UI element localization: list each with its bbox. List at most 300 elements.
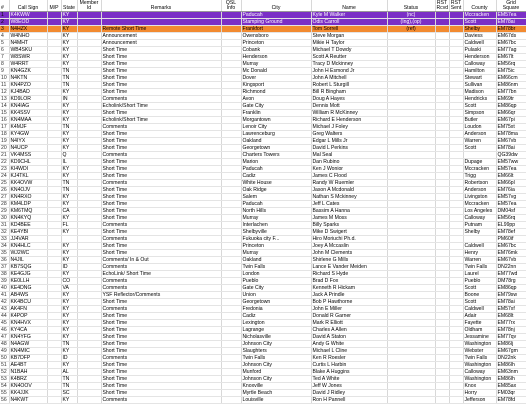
row-index[interactable]: 6 bbox=[0, 47, 9, 54]
mp-cell[interactable] bbox=[47, 334, 61, 341]
call-sign-cell[interactable]: JJ4VAR bbox=[9, 236, 47, 243]
rst-sent-cell[interactable] bbox=[449, 159, 463, 166]
name-cell[interactable]: Charles A Allen bbox=[311, 327, 387, 334]
call-sign-cell[interactable]: WB4SKU bbox=[9, 47, 47, 54]
call-sign-cell[interactable]: W4NHO bbox=[9, 33, 47, 40]
rst-sent-cell[interactable] bbox=[449, 173, 463, 180]
city-cell[interactable]: Gate City bbox=[241, 285, 311, 292]
row-index[interactable]: 46 bbox=[0, 327, 9, 334]
grid-cell[interactable]: EM78fd bbox=[496, 397, 526, 404]
status-cell[interactable] bbox=[387, 82, 435, 89]
city-cell[interactable]: Johnson City bbox=[241, 362, 311, 369]
grid-cell[interactable]: EM57ea bbox=[496, 12, 526, 19]
member-id-cell[interactable] bbox=[77, 299, 101, 306]
rst-sent-cell[interactable] bbox=[449, 54, 463, 61]
qsl-cell[interactable] bbox=[221, 82, 241, 89]
rst-sent-cell[interactable] bbox=[449, 264, 463, 271]
rst-rcvd-cell[interactable] bbox=[435, 362, 449, 369]
rst-rcvd-cell[interactable] bbox=[435, 292, 449, 299]
remarks-cell[interactable]: Short Time bbox=[101, 159, 221, 166]
name-cell[interactable]: Mike D Swigert bbox=[311, 229, 387, 236]
member-id-cell[interactable] bbox=[77, 243, 101, 250]
grid-cell[interactable]: DN22nn bbox=[496, 264, 526, 271]
county-cell[interactable]: Putnam bbox=[463, 222, 496, 229]
rst-sent-cell[interactable] bbox=[449, 124, 463, 131]
name-cell[interactable]: Mark R Elliott bbox=[311, 320, 387, 327]
col-header-call-sign[interactable]: Call Sign bbox=[9, 0, 47, 12]
state-cell[interactable]: KY bbox=[61, 243, 77, 250]
mp-cell[interactable] bbox=[47, 61, 61, 68]
state-cell[interactable]: CA bbox=[61, 208, 77, 215]
city-cell[interactable]: Shelbyville bbox=[241, 229, 311, 236]
grid-cell[interactable]: EM78ef bbox=[496, 229, 526, 236]
rst-rcvd-cell[interactable] bbox=[435, 47, 449, 54]
col-header-member-id[interactable]: Member Id bbox=[77, 0, 101, 12]
state-cell[interactable]: KY bbox=[61, 110, 77, 117]
status-cell[interactable] bbox=[387, 222, 435, 229]
table-row[interactable] bbox=[0, 124, 526, 131]
grid-cell[interactable]: DM04sf bbox=[496, 208, 526, 215]
city-cell[interactable]: Myrtle Beach bbox=[241, 390, 311, 397]
mp-cell[interactable] bbox=[47, 152, 61, 159]
rst-rcvd-cell[interactable] bbox=[435, 187, 449, 194]
grid-cell[interactable]: EM78ai bbox=[496, 299, 526, 306]
row-index[interactable]: 41 bbox=[0, 292, 9, 299]
rst-rcvd-cell[interactable] bbox=[435, 285, 449, 292]
qsl-cell[interactable] bbox=[221, 159, 241, 166]
call-sign-cell[interactable]: N4JIL bbox=[9, 257, 47, 264]
member-id-cell[interactable] bbox=[77, 250, 101, 257]
table-row[interactable] bbox=[0, 299, 526, 306]
row-index[interactable]: 25 bbox=[0, 180, 9, 187]
state-cell[interactable]: KY bbox=[61, 117, 77, 124]
rst-rcvd-cell[interactable] bbox=[435, 222, 449, 229]
table-row[interactable] bbox=[0, 313, 526, 320]
table-row[interactable] bbox=[0, 236, 526, 243]
table-row[interactable] bbox=[0, 159, 526, 166]
rst-sent-cell[interactable] bbox=[449, 369, 463, 376]
grid-cell[interactable]: FM03qr bbox=[496, 390, 526, 397]
member-id-cell[interactable] bbox=[77, 117, 101, 124]
qsl-cell[interactable] bbox=[221, 89, 241, 96]
name-cell[interactable]: William R McKinney bbox=[311, 110, 387, 117]
rst-sent-cell[interactable] bbox=[449, 222, 463, 229]
table-row[interactable] bbox=[0, 215, 526, 222]
status-cell[interactable] bbox=[387, 243, 435, 250]
mp-cell[interactable] bbox=[47, 68, 61, 75]
qsl-cell[interactable] bbox=[221, 390, 241, 397]
name-cell[interactable]: Ken J Wonior bbox=[311, 166, 387, 173]
county-cell[interactable]: Jefferson bbox=[463, 397, 496, 404]
county-cell[interactable]: Scott bbox=[463, 299, 496, 306]
row-index[interactable]: 7 bbox=[0, 54, 9, 61]
rst-rcvd-cell[interactable] bbox=[435, 82, 449, 89]
member-id-cell[interactable] bbox=[77, 334, 101, 341]
grid-cell[interactable]: EM86lj bbox=[496, 341, 526, 348]
row-index[interactable]: 23 bbox=[0, 166, 9, 173]
col-header-rst-sent[interactable]: RST Sent bbox=[450, 0, 462, 11]
row-index[interactable]: 35 bbox=[0, 250, 9, 257]
remarks-cell[interactable]: Echolink/Short Time bbox=[101, 117, 221, 124]
table-row[interactable] bbox=[0, 194, 526, 201]
row-index[interactable]: 34 bbox=[0, 243, 9, 250]
name-cell[interactable]: Scott A Reutter bbox=[311, 54, 387, 61]
county-cell[interactable]: Simpson bbox=[463, 110, 496, 117]
mp-cell[interactable] bbox=[47, 271, 61, 278]
name-cell[interactable]: John E Miller bbox=[311, 306, 387, 313]
status-cell[interactable] bbox=[387, 327, 435, 334]
member-id-cell[interactable] bbox=[77, 124, 101, 131]
county-cell[interactable]: Los Angeles bbox=[463, 208, 496, 215]
status-cell[interactable]: (nc) bbox=[387, 12, 435, 19]
status-cell[interactable] bbox=[387, 306, 435, 313]
table-row[interactable] bbox=[0, 110, 526, 117]
mp-cell[interactable] bbox=[47, 138, 61, 145]
name-cell[interactable]: John A Mitchell bbox=[311, 75, 387, 82]
qsl-cell[interactable] bbox=[221, 68, 241, 75]
name-cell[interactable]: Michael L Cline bbox=[311, 348, 387, 355]
rst-sent-cell[interactable] bbox=[449, 138, 463, 145]
city-cell[interactable]: Princeton bbox=[241, 243, 311, 250]
rst-rcvd-cell[interactable] bbox=[435, 33, 449, 40]
remarks-cell[interactable]: Comments bbox=[101, 355, 221, 362]
name-cell[interactable]: Randy W Ruemler bbox=[311, 180, 387, 187]
member-id-cell[interactable] bbox=[77, 313, 101, 320]
county-cell[interactable]: Twin Falls bbox=[463, 355, 496, 362]
state-cell[interactable]: TN bbox=[61, 82, 77, 89]
county-cell[interactable]: Scott bbox=[463, 145, 496, 152]
qsl-cell[interactable] bbox=[221, 285, 241, 292]
name-cell[interactable]: John M Clements bbox=[311, 250, 387, 257]
city-cell[interactable]: Oak Ridge bbox=[241, 187, 311, 194]
city-cell[interactable]: Princeton bbox=[241, 40, 311, 47]
county-cell[interactable]: Mccracken bbox=[463, 12, 496, 19]
status-cell[interactable] bbox=[387, 264, 435, 271]
grid-cell[interactable]: EM67ds bbox=[496, 33, 526, 40]
mp-cell[interactable] bbox=[47, 278, 61, 285]
member-id-cell[interactable] bbox=[77, 12, 101, 19]
call-sign-cell[interactable]: KD9LOR bbox=[9, 96, 47, 103]
call-sign-cell[interactable]: N4UCP bbox=[9, 145, 47, 152]
table-row[interactable] bbox=[0, 222, 526, 229]
row-index[interactable]: 8 bbox=[0, 61, 9, 68]
county-cell[interactable]: Washington bbox=[463, 362, 496, 369]
city-cell[interactable]: Twin Falls bbox=[241, 264, 311, 271]
status-cell[interactable] bbox=[387, 271, 435, 278]
call-sign-cell[interactable]: W8SWR bbox=[9, 54, 47, 61]
col-header-city[interactable]: City bbox=[241, 0, 311, 12]
name-cell[interactable]: James M Moss bbox=[311, 215, 387, 222]
call-sign-cell[interactable]: KJ4BAD bbox=[9, 89, 47, 96]
county-cell[interactable]: Adair bbox=[463, 313, 496, 320]
rst-rcvd-cell[interactable] bbox=[435, 208, 449, 215]
state-cell[interactable]: KY bbox=[61, 292, 77, 299]
name-cell[interactable]: Bob P Hawthorne bbox=[311, 299, 387, 306]
rst-rcvd-cell[interactable] bbox=[435, 159, 449, 166]
grid-cell[interactable]: EM78nj bbox=[496, 327, 526, 334]
call-sign-cell[interactable]: K4MJF bbox=[9, 124, 47, 131]
grid-cell[interactable]: EM86lh bbox=[496, 376, 526, 383]
city-cell[interactable]: Paducah bbox=[241, 166, 311, 173]
rst-rcvd-cell[interactable] bbox=[435, 194, 449, 201]
rst-rcvd-cell[interactable] bbox=[435, 299, 449, 306]
county-cell[interactable]: Washington bbox=[463, 341, 496, 348]
qsl-cell[interactable] bbox=[221, 96, 241, 103]
grid-cell[interactable]: EM78br bbox=[496, 26, 526, 33]
table-row[interactable] bbox=[0, 180, 526, 187]
remarks-cell[interactable]: Comments bbox=[101, 222, 221, 229]
call-sign-cell[interactable]: N4IYX bbox=[9, 138, 47, 145]
grid-cell[interactable]: EL99pp bbox=[496, 222, 526, 229]
status-cell[interactable] bbox=[387, 355, 435, 362]
call-sign-cell[interactable]: AK4FN bbox=[9, 306, 47, 313]
col-header-mp[interactable]: M/P bbox=[47, 0, 61, 12]
name-cell[interactable]: Jeff W Jones bbox=[311, 383, 387, 390]
member-id-cell[interactable] bbox=[77, 26, 101, 33]
state-cell[interactable]: CO bbox=[61, 278, 77, 285]
call-sign-cell[interactable]: KN4GZK bbox=[9, 68, 47, 75]
rst-rcvd-cell[interactable] bbox=[435, 243, 449, 250]
city-cell[interactable]: Frankfort bbox=[241, 26, 311, 33]
city-cell[interactable]: North Hills bbox=[241, 208, 311, 215]
name-cell[interactable]: Andy G White bbox=[311, 341, 387, 348]
mp-cell[interactable] bbox=[47, 376, 61, 383]
name-cell[interactable]: David A Staton bbox=[311, 334, 387, 341]
table-row[interactable] bbox=[0, 61, 526, 68]
qsl-cell[interactable] bbox=[221, 61, 241, 68]
member-id-cell[interactable] bbox=[77, 89, 101, 96]
row-index[interactable]: 24 bbox=[0, 173, 9, 180]
county-cell[interactable]: Calloway bbox=[463, 215, 496, 222]
county-cell[interactable]: Anderson bbox=[463, 187, 496, 194]
grid-cell[interactable]: EM66cm bbox=[496, 75, 526, 82]
status-cell[interactable] bbox=[387, 229, 435, 236]
call-sign-cell[interactable]: KN4OJV bbox=[9, 187, 47, 194]
remarks-cell[interactable]: Short Time bbox=[101, 145, 221, 152]
state-cell[interactable]: KY bbox=[61, 313, 77, 320]
table-row[interactable] bbox=[0, 292, 526, 299]
rst-sent-cell[interactable] bbox=[449, 243, 463, 250]
row-index[interactable]: 15 bbox=[0, 110, 9, 117]
rst-sent-cell[interactable] bbox=[449, 152, 463, 159]
table-row[interactable] bbox=[0, 173, 526, 180]
rst-rcvd-cell[interactable] bbox=[435, 397, 449, 404]
rst-sent-cell[interactable] bbox=[449, 201, 463, 208]
col-header-status[interactable]: Status bbox=[387, 0, 435, 12]
col-header-remarks[interactable]: Remarks bbox=[101, 0, 221, 12]
rst-rcvd-cell[interactable] bbox=[435, 383, 449, 390]
name-cell[interactable]: Kenneth R Hickam bbox=[311, 285, 387, 292]
state-cell[interactable]: KY bbox=[61, 320, 77, 327]
status-cell[interactable] bbox=[387, 159, 435, 166]
mp-cell[interactable] bbox=[47, 159, 61, 166]
city-cell[interactable]: Murray bbox=[241, 61, 311, 68]
name-cell[interactable]: Brad D Fox bbox=[311, 278, 387, 285]
member-id-cell[interactable] bbox=[77, 173, 101, 180]
state-cell[interactable]: IN bbox=[61, 96, 77, 103]
qsl-cell[interactable] bbox=[221, 194, 241, 201]
state-cell[interactable]: AL bbox=[61, 369, 77, 376]
status-cell[interactable] bbox=[387, 257, 435, 264]
state-cell[interactable] bbox=[61, 236, 77, 243]
grid-cell[interactable]: EM79sw bbox=[496, 292, 526, 299]
rst-rcvd-cell[interactable] bbox=[435, 145, 449, 152]
qsl-cell[interactable] bbox=[221, 54, 241, 61]
call-sign-cell[interactable]: KD4BEE bbox=[9, 222, 47, 229]
member-id-cell[interactable] bbox=[77, 257, 101, 264]
status-cell[interactable] bbox=[387, 138, 435, 145]
mp-cell[interactable] bbox=[47, 369, 61, 376]
county-cell[interactable]: Mccracken bbox=[463, 166, 496, 173]
mp-cell[interactable] bbox=[47, 257, 61, 264]
city-cell[interactable]: Gate City bbox=[241, 103, 311, 110]
state-cell[interactable]: KY bbox=[61, 201, 77, 208]
status-cell[interactable] bbox=[387, 292, 435, 299]
state-cell[interactable]: ID bbox=[61, 264, 77, 271]
mp-cell[interactable] bbox=[47, 355, 61, 362]
member-id-cell[interactable] bbox=[77, 369, 101, 376]
state-cell[interactable]: TN bbox=[61, 75, 77, 82]
state-cell[interactable]: TN bbox=[61, 383, 77, 390]
county-cell[interactable]: Washington bbox=[463, 376, 496, 383]
row-index[interactable]: 26 bbox=[0, 187, 9, 194]
mp-cell[interactable] bbox=[47, 222, 61, 229]
state-cell[interactable]: TN bbox=[61, 68, 77, 75]
remarks-cell[interactable]: Short Time bbox=[101, 201, 221, 208]
city-cell[interactable]: Stamping Ground bbox=[241, 19, 311, 26]
status-cell[interactable] bbox=[387, 96, 435, 103]
remarks-cell[interactable]: Comments bbox=[101, 285, 221, 292]
qsl-cell[interactable] bbox=[221, 306, 241, 313]
remarks-cell[interactable]: Short Time bbox=[101, 229, 221, 236]
city-cell[interactable]: Twin Falls bbox=[241, 355, 311, 362]
remarks-cell[interactable]: Short Time bbox=[101, 250, 221, 257]
name-cell[interactable]: Blake A Huggins bbox=[311, 369, 387, 376]
grid-cell[interactable]: EM67pi bbox=[496, 117, 526, 124]
rst-sent-cell[interactable] bbox=[449, 257, 463, 264]
name-cell[interactable]: Ken R Roesler bbox=[311, 355, 387, 362]
county-cell[interactable]: Henderson bbox=[463, 54, 496, 61]
col-header-county[interactable]: County bbox=[463, 0, 496, 12]
table-row[interactable] bbox=[0, 138, 526, 145]
mp-cell[interactable] bbox=[47, 12, 61, 19]
row-index[interactable]: 53 bbox=[0, 376, 9, 383]
qsl-cell[interactable] bbox=[221, 173, 241, 180]
status-cell[interactable] bbox=[387, 180, 435, 187]
call-sign-cell[interactable]: W8EOD bbox=[9, 19, 47, 26]
remarks-cell[interactable]: Comments bbox=[101, 278, 221, 285]
status-cell[interactable] bbox=[387, 390, 435, 397]
rst-rcvd-cell[interactable] bbox=[435, 271, 449, 278]
status-cell[interactable] bbox=[387, 61, 435, 68]
city-cell[interactable]: Dover bbox=[241, 75, 311, 82]
mp-cell[interactable] bbox=[47, 320, 61, 327]
city-cell[interactable]: Fredonia bbox=[241, 306, 311, 313]
mp-cell[interactable] bbox=[47, 131, 61, 138]
city-cell[interactable]: Cadiz bbox=[241, 313, 311, 320]
remarks-cell[interactable]: YSF Reflector/Comments bbox=[101, 292, 221, 299]
mp-cell[interactable] bbox=[47, 40, 61, 47]
table-row[interactable] bbox=[0, 397, 526, 404]
table-row[interactable] bbox=[0, 243, 526, 250]
mp-cell[interactable] bbox=[47, 47, 61, 54]
member-id-cell[interactable] bbox=[77, 159, 101, 166]
status-cell[interactable] bbox=[387, 187, 435, 194]
state-cell[interactable]: KY bbox=[61, 131, 77, 138]
member-id-cell[interactable] bbox=[77, 222, 101, 229]
member-id-cell[interactable] bbox=[77, 166, 101, 173]
city-cell[interactable]: Mc Donald bbox=[241, 68, 311, 75]
city-cell[interactable]: Murray bbox=[241, 215, 311, 222]
state-cell[interactable]: KY bbox=[61, 138, 77, 145]
table-row[interactable] bbox=[0, 40, 526, 47]
rst-rcvd-cell[interactable] bbox=[435, 236, 449, 243]
remarks-cell[interactable] bbox=[101, 19, 221, 26]
call-sign-cell[interactable]: KK4SSV bbox=[9, 110, 47, 117]
city-cell[interactable]: Pueblo bbox=[241, 278, 311, 285]
state-cell[interactable]: KY bbox=[61, 194, 77, 201]
member-id-cell[interactable] bbox=[77, 103, 101, 110]
rst-rcvd-cell[interactable] bbox=[435, 201, 449, 208]
row-index[interactable]: 44 bbox=[0, 313, 9, 320]
row-index[interactable]: 55 bbox=[0, 390, 9, 397]
member-id-cell[interactable] bbox=[77, 376, 101, 383]
row-index[interactable]: 52 bbox=[0, 369, 9, 376]
rst-rcvd-cell[interactable] bbox=[435, 320, 449, 327]
table-row[interactable] bbox=[0, 264, 526, 271]
col-header-grid-square[interactable]: Grid Square bbox=[496, 0, 526, 12]
mp-cell[interactable] bbox=[47, 362, 61, 369]
call-sign-cell[interactable]: N4KTN bbox=[9, 75, 47, 82]
grid-cell[interactable]: EM67vb bbox=[496, 138, 526, 145]
city-cell[interactable]: Munford bbox=[241, 369, 311, 376]
name-cell[interactable]: Jeff L Cates bbox=[311, 201, 387, 208]
rst-rcvd-cell[interactable] bbox=[435, 110, 449, 117]
state-cell[interactable]: KY bbox=[61, 103, 77, 110]
call-sign-cell[interactable]: KM4LDP bbox=[9, 201, 47, 208]
table-row[interactable] bbox=[0, 327, 526, 334]
name-cell[interactable]: Mikie H Taylor bbox=[311, 40, 387, 47]
status-cell[interactable] bbox=[387, 334, 435, 341]
qsl-cell[interactable] bbox=[221, 243, 241, 250]
table-row[interactable] bbox=[0, 117, 526, 124]
county-cell[interactable]: Livingston bbox=[463, 194, 496, 201]
call-sign-cell[interactable]: K4BRZ bbox=[9, 376, 47, 383]
rst-sent-cell[interactable] bbox=[449, 40, 463, 47]
call-sign-cell[interactable]: KM6TMQ bbox=[9, 208, 47, 215]
county-cell[interactable]: Madison bbox=[463, 89, 496, 96]
rst-rcvd-cell[interactable] bbox=[435, 166, 449, 173]
status-cell[interactable] bbox=[387, 68, 435, 75]
status-cell[interactable] bbox=[387, 47, 435, 54]
remarks-cell[interactable]: Short Time bbox=[101, 187, 221, 194]
grid-cell[interactable]: EM77qv bbox=[496, 334, 526, 341]
qsl-cell[interactable] bbox=[221, 278, 241, 285]
city-cell[interactable]: Murray bbox=[241, 250, 311, 257]
mp-cell[interactable] bbox=[47, 96, 61, 103]
state-cell[interactable]: KY bbox=[61, 299, 77, 306]
grid-cell[interactable]: EM78ai bbox=[496, 19, 526, 26]
member-id-cell[interactable] bbox=[77, 264, 101, 271]
mp-cell[interactable] bbox=[47, 236, 61, 243]
member-id-cell[interactable] bbox=[77, 390, 101, 397]
table-row[interactable] bbox=[0, 201, 526, 208]
col-header-name[interactable]: Name bbox=[311, 0, 387, 12]
member-id-cell[interactable] bbox=[77, 348, 101, 355]
remarks-cell[interactable]: Short Time bbox=[101, 362, 221, 369]
state-cell[interactable]: KY bbox=[61, 47, 77, 54]
city-cell[interactable]: Paducah bbox=[241, 12, 311, 19]
